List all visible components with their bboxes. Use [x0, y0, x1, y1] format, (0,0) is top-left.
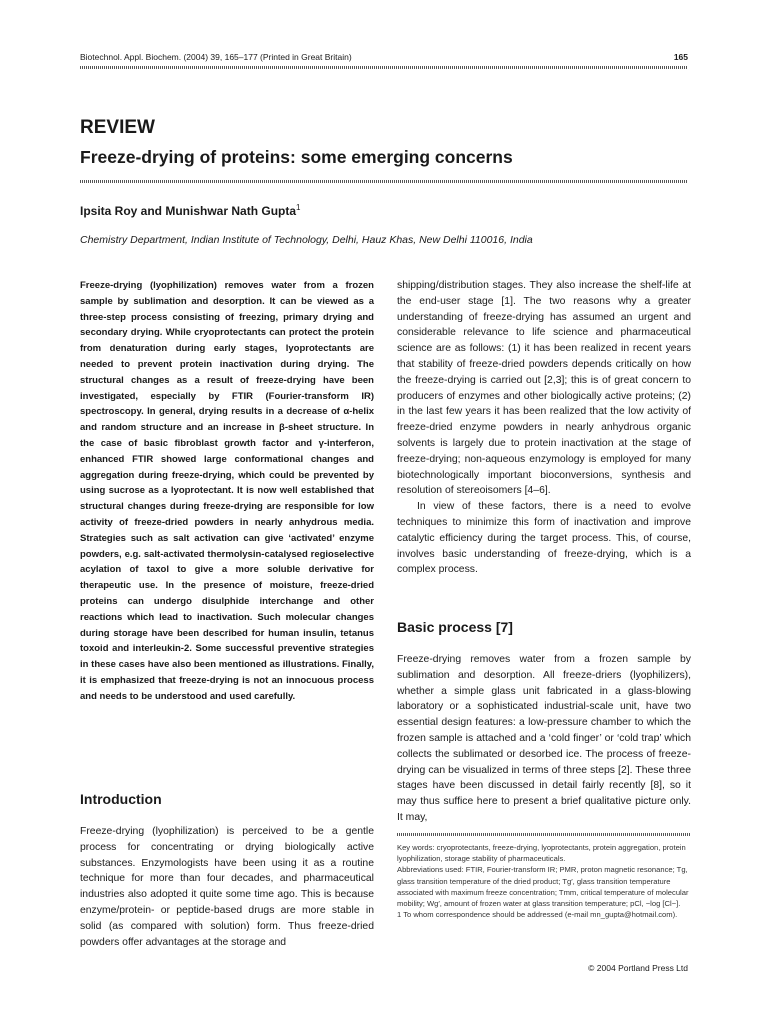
footnotes [397, 842, 691, 920]
paragraph: In view of these factors, there is a need to evolve techniques to minimize this form of inactivation and improve catalytic efficiency during the target process. This, of course, involves basic understanding of freeze-drying, which is a complex process. [397, 501, 691, 576]
copyright: © 2004 Portland Press Ltd [588, 963, 688, 973]
page-number: 165 [673, 52, 688, 62]
footnote-rule [397, 833, 691, 836]
article-type: REVIEW [80, 117, 155, 138]
header-rule [80, 66, 688, 69]
abstract: Freeze-drying (lyophilization) removes water from a frozen sample by sublimation and desorption. It can be viewed as a three-step process consisting of freezing, primary drying and secondary drying. While cryoprotectants can protect the protein from denaturation during early stages, lyoprotectants are needed to prevent protein inactivation during drying. The structural changes as a result of freeze-drying have been investigated, especially by FTIR (Fourier-transform IR) spectroscopy. In general, drying results in a decrease of α-helix and random structure and an increase in β-sheet structure. In the case of basic fibroblast growth factor and γ-interferon, enhanced FTIR showed large conformational changes and aggregation during freeze-drying, which could be prevented by using sucrose as a lyoprotectant. It is now well established that structural changes during freeze-drying are responsible for low activity of freeze-dried powders in nearly anhydrous media. Strategies such as salt activation can give ‘activated’ enzyme powders, e.g. salt-activated thermolysin-catalysed regioselective acylation of taxol to give a more soluble derivative for therapeutic use. In the presence of moisture, freeze-dried proteins can undergo disulphide interchange and other reactions which lead to inactivation. Such molecular changes during storage have been described for human insulin, tetanus toxoid and interleukin-2. Some successful preventive strategies in these cases have also been mentioned as illustrations. Finally, it is emphasized that freeze-drying is not an innocuous process and needs to be understood and used carefully. [80, 280, 374, 702]
abbreviations: Abbreviations used: FTIR, Fourier-transform IR; PMR, proton magnetic resonance; Tg, glass transition temperature of the dried product; Tg′, glass transition temperature associated with maximum freeze concentration; Tmm, critical temperature of molecular mobility; Wg′, amount of frozen water at glass transition temperature; pCl, −log [Cl−]. [397, 865, 689, 909]
right-column-text [397, 278, 691, 578]
basic-process-text: Freeze-drying removes water from a frozen sample by sublimation and desorption. All freeze-driers (lyophilizers), whether a simple glass unit fabricated in a glass-blowing laboratory or a sophisticated industrial-scale unit, have two essential design features: a low-pressure chamber to which the frozen sample is attached and a ‘cold finger’ or ‘cold trap’ which collects the sublimated or desorbed ice. The process of freeze-drying can be visualized in terms of three steps [2]. These three stages have been discussed in detail fairly recently [8], so it may thus suffice here to present a brief qualitative picture only. It may, [397, 654, 691, 823]
paragraph: shipping/distribution stages. They also increase the shelf-life at the end-user stage [1]. The two reasons why a greater understanding of freeze-drying has assumed an urgent and considerable relevance to life science and pharmaceutical science are as follows: (1) it has been realized in recent years that stability of freeze-dried powders depends critically on how the freeze-drying is carried out [2,3]; this is of great concern to producers of enzymes and other biologically active proteins; (2) in the last few years it has been realized that the low activity of freeze-dried enzyme powders in nearly anhydrous organic solvents is largely due to protein inactivation at the stage of freeze-drying; non-aqueous enzymology is employed for many biotechnologically important bioconversions, synthesis and resolution of stereoisomers [4–6]. [397, 280, 691, 497]
title-rule [80, 180, 688, 183]
affiliation: Chemistry Department, Indian Institute of Technology, Delhi, Hauz Khas, New Delhi 110016, India [80, 234, 533, 246]
author-names: Ipsita Roy and Munishwar Nath Gupta [80, 204, 297, 218]
section-heading-basic-process: Basic process [7] [397, 619, 513, 635]
introduction-text: Freeze-drying (lyophilization) is perceived to be a gentle process for concentrating or drying biologically active substances. Enzymologists have been using it as a routine technique for more than four decades, and pharmaceutical industries also adopted it quite some time ago. This is because enzyme/protein- or peptide-based drugs are more stable in solid (as compared with solution) form. Thus freeze-dried powders offer advantages at the storage and [80, 826, 374, 948]
correspondence: 1 To whom correspondence should be addressed (e-mail mn_gupta@hotmail.com). [397, 910, 678, 920]
section-heading-introduction: Introduction [80, 791, 162, 807]
page-title: Freeze-drying of proteins: some emerging concerns [80, 147, 513, 167]
footnote-mark: 1 [296, 203, 301, 212]
keywords: Key words: cryoprotectants, freeze-drying, lyoprotectants, protein aggregation, protein lyophilization, storage stability of pharmaceuticals. [397, 843, 686, 864]
journal-citation: Biotechnol. Appl. Biochem. (2004) 39, 165–177 (Printed in Great Britain) [80, 52, 352, 62]
authors [80, 203, 300, 218]
